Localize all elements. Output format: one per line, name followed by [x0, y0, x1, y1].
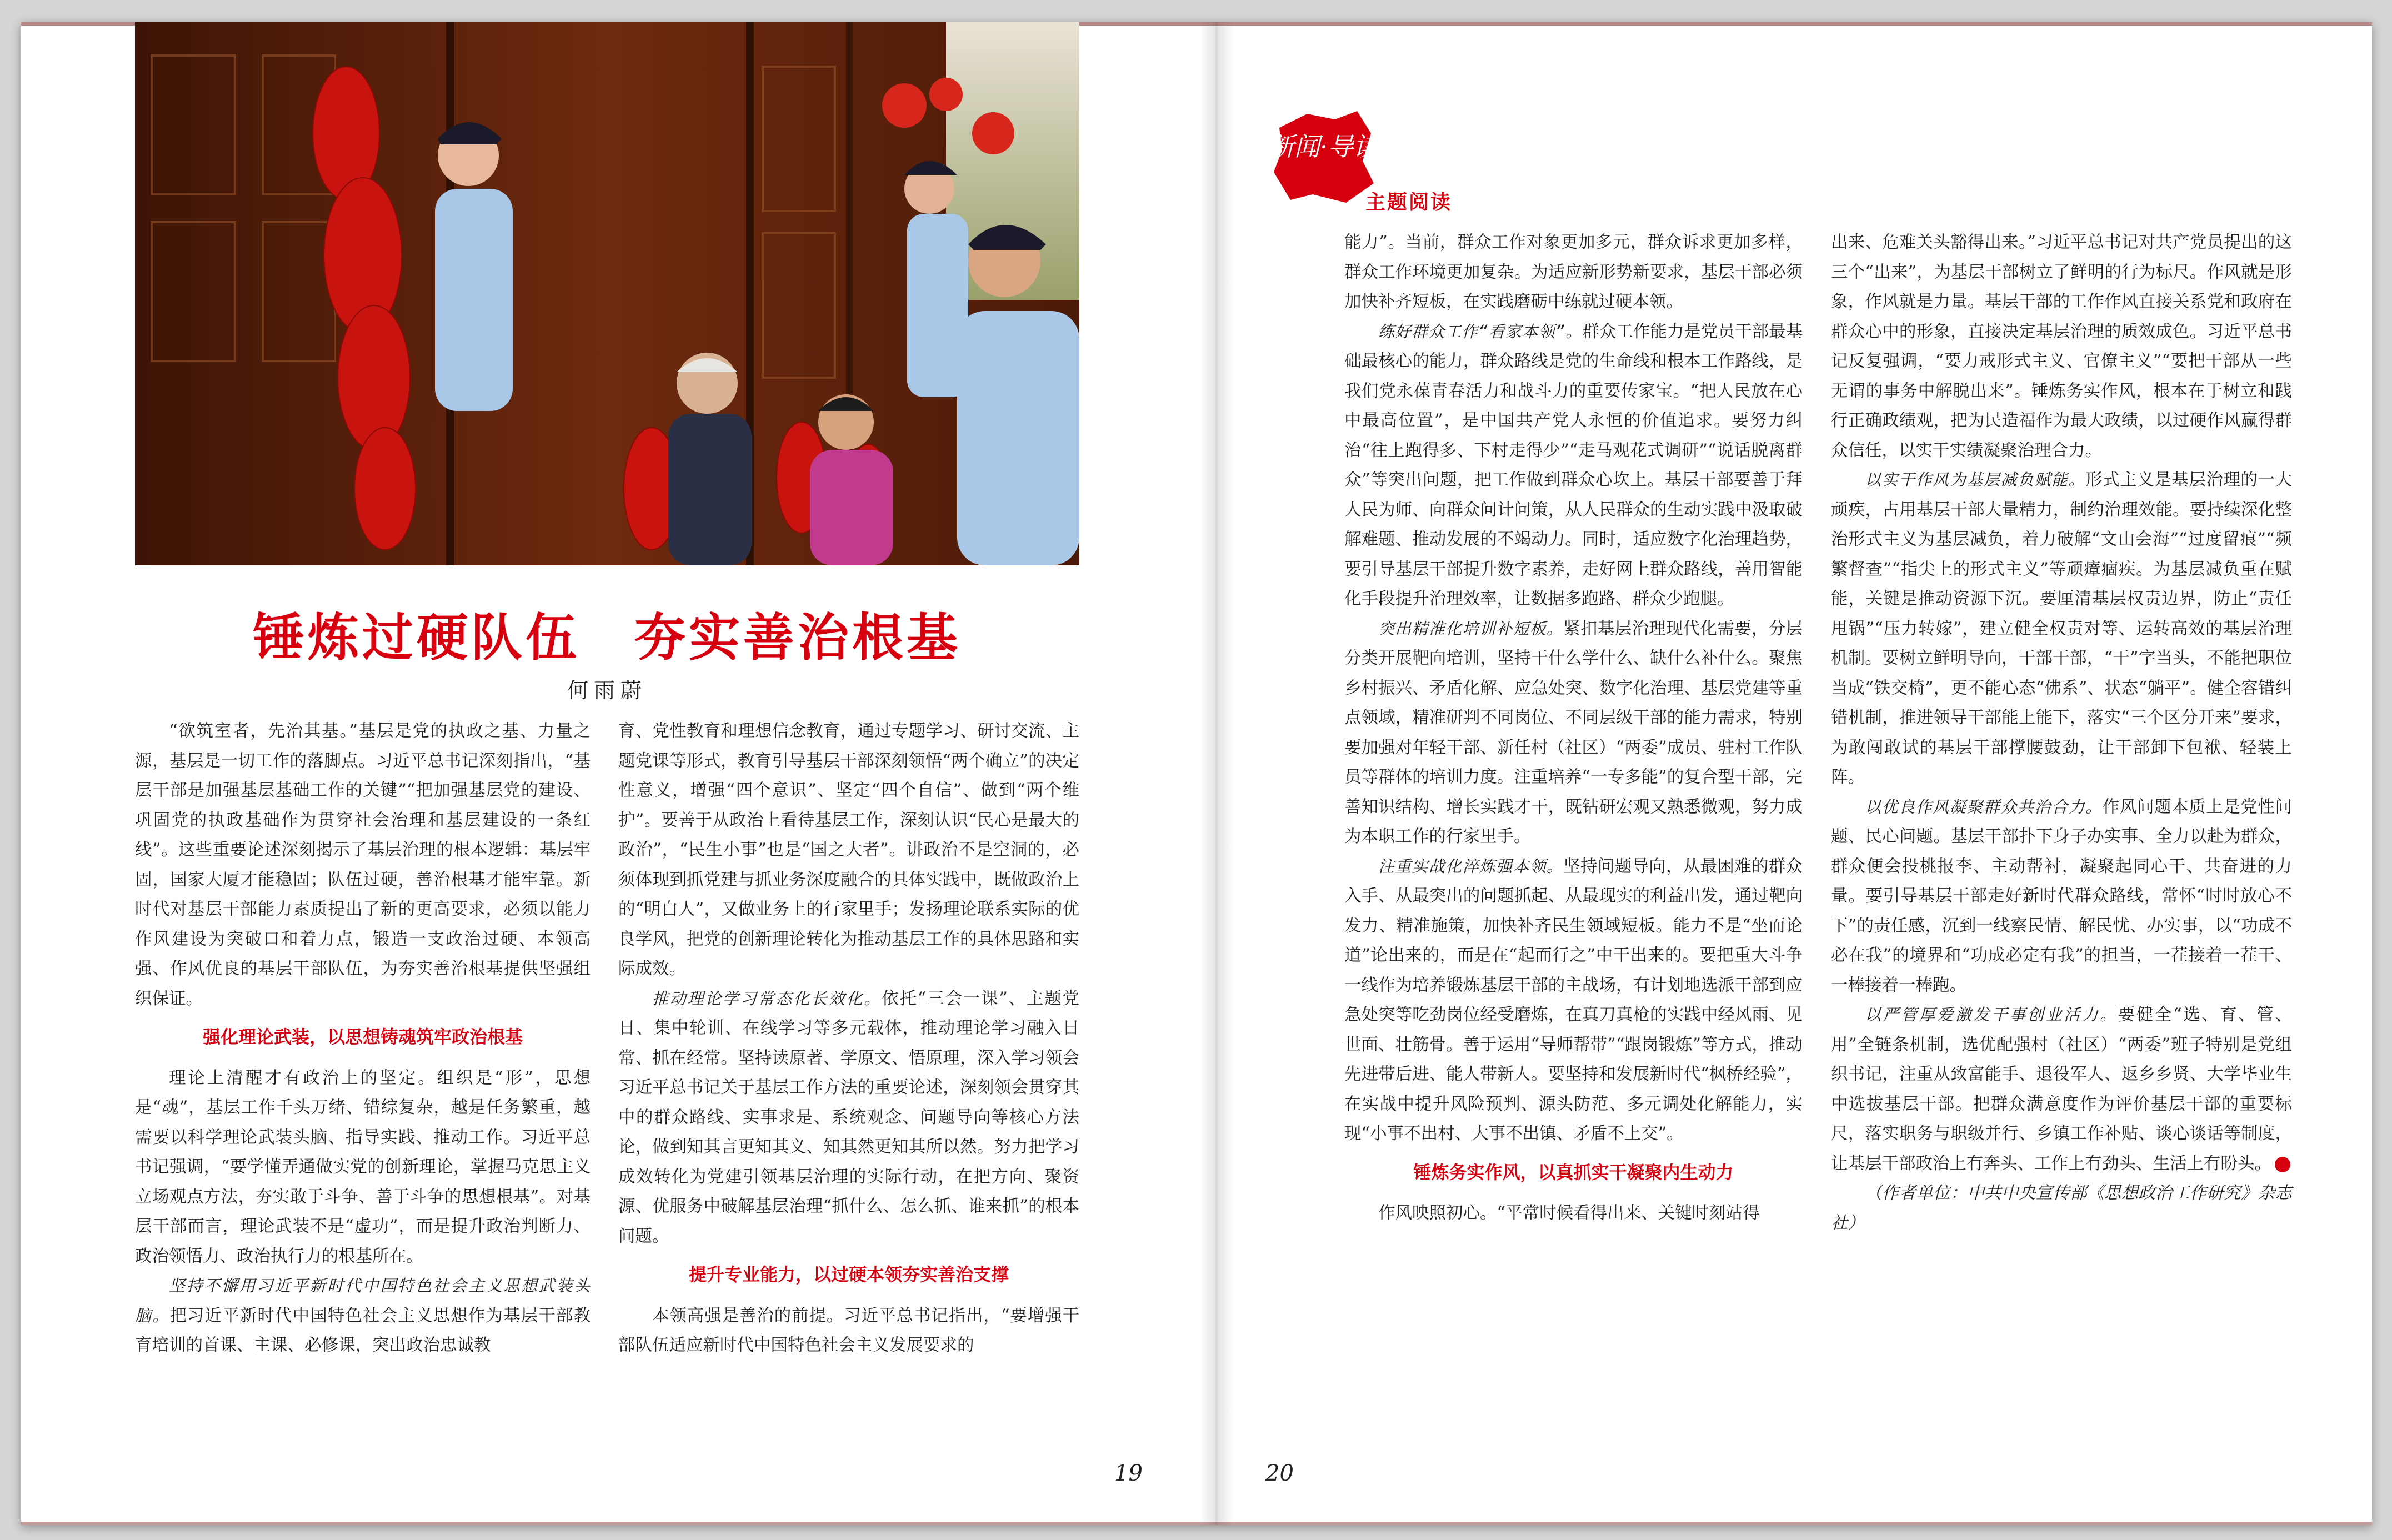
paragraph	[135, 1271, 591, 1361]
section-label: 主题阅读	[1365, 191, 1453, 214]
paragraph-lead: 推动理论学习常态化长效化。	[652, 989, 882, 1008]
article-title: 锤炼过硬队伍 夯实善治根基	[253, 608, 961, 668]
paragraph-continued: 出来、危难关头豁得出来。”习近平总书记对共产党员提出的这三个“出来”，为基层干部树立了鲜明的行为标尺。作风就是形象，作风就是力量。基层干部的工作作风直接关系党和政府在群众心中的形象，直接决定基层治理的质效成色。习近平总书记反复强调，“要力戒形式主义、官僚主义”“要把干部从一些无谓的事务中解脱出来”。锤炼务实作风，根本在于树立和践行正确政绩观，把为民造福作为最大政绩，以过硬作风赢得群众信任，以实干实绩凝聚治理合力。	[1831, 233, 2292, 460]
page-number-left: 19	[1114, 1461, 1143, 1486]
paragraph-body: 坚持问题导向，从最困难的群众入手、从最突出的问题抓起、从最现实的利益出发，通过靶向发力、精准施策，加快补齐民生领域短板。能力不是“坐而论道”论出来的，而是在“起而行之”中干出来的。要把重大斗争一线作为培养锻炼基层干部的主战场，有计划地选派干部到应急处突等吃劲岗位经受磨炼，在真刀真枪的实践中经风雨、见世面、壮筋骨。善于运用“导师帮带”“跟岗锻炼”等方式，推动先进带后进、能人带新人。要坚持和发展新时代“枫桥经验”，在实战中提升风险预判、源头防范、多元调处化解能力，实现“小事不出村、大事不出镇、矛盾不上交”。	[1344, 856, 1803, 1143]
paragraph: 理论上清醒才有政治上的坚定。组织是“形”，思想是“魂”，基层工作千头万绪、错综复杂，越是任务繁重，越需要以科学理论武装头脑、指导实践、推动工作。习近平总书记强调，“要学懂弄通做实党的创新理论，掌握马克思主义立场观点方法，夯实敢于斗争、善于斗争的思想根基”。对基层干部而言，理论武装不是“虚功”，而是提升政治判断力、政治领悟力、政治执行力的根基所在。	[135, 1068, 591, 1266]
column-2	[618, 716, 1079, 1361]
paragraph-continued: 育、党性教育和理想信念教育，通过专题学习、研讨交流、主题党课等形式，教育引导基层干部深刻领悟“两个确立”的决定性意义，增强“四个意识”、坚定“四个自信”、做到“两个维护”。要善于从政治上看待基层工作，深刻认识“民心是最大的政治”，“民生小事”也是“国之大者”。讲政治不是空洞的，必须体现到抓党建与抓业务深度融合的具体实践中，既做政治上的“明白人”，又做业务上的行家里手；发扬理论联系实际的优良学风，把党的创新理论转化为推动基层工作的具体思路和实际成效。	[618, 721, 1079, 979]
paragraph-body: 作风问题本质上是党性问题、民心问题。基层干部扑下身子办实事、全力以赴为群众，群众便会投桃报李、主动帮衬，凝聚起同心干、共奋进的力量。要引导基层干部走好新时代群众路线，常怀“时时放心不下”的责任感，沉到一线察民情、解民忧、办实事，以“功成不必在我”的境界和“功成必定有我”的担当，一茬接着一茬干、一棒接着一棒跑。	[1831, 797, 2292, 995]
section-subheading: 锤炼务实作风，以真抓实干凝聚内生动力	[1413, 1161, 1734, 1183]
paragraph-lead: 以实干作风为基层减负赋能。	[1865, 470, 2086, 489]
paragraph-continued: 能力”。当前，群众工作对象更加多元，群众诉求更加多样，群众工作环境更加复杂。为适应新形势新要求，基层干部必须加快补齐短板，在实践磨砺中练就过硬本领。	[1344, 233, 1803, 312]
center-fold	[1200, 22, 1233, 1525]
paragraph-body: 形式主义是基层治理的一大顽疾，占用基层干部大量精力，制约治理效能。要持续深化整治形式主义为基层减负，着力破解“文山会海”“过度留痕”“频繁督查”“指尖上的形式主义”等顽瘴痼疾。为基层减负重在赋能，关键是推动资源下沉。要厘清基层权责边界，防止“责任甩锅”“压力转嫁”，建立健全权责对等、运转高效的基层治理机制。要树立鲜明导向，干部干部，“干”字当头，不能把职位当成“铁交椅”，更不能心态“佛系”、状态“躺平”。健全容错纠错机制，推进领导干部能上能下，落实“三个区分开来”要求，为敢闯敢试的基层干部撑腰鼓劲，让干部卸下包袱、轻装上阵。	[1831, 470, 2292, 787]
section-logo-icon	[1268, 111, 1379, 205]
section-logo-text: 新闻·导读	[1268, 132, 1379, 162]
paragraph	[1831, 792, 2292, 1001]
column-3	[1344, 228, 1803, 1228]
paragraph	[1344, 317, 1803, 614]
section-subheading: 强化理论武装，以思想铸魂筑牢政治根基	[202, 1026, 523, 1047]
article-end-icon	[2275, 1157, 2290, 1172]
paragraph	[1344, 852, 1803, 1149]
paragraph: “欲筑室者，先治其基。”基层是党的执政之基、力量之源，基层是一切工作的落脚点。习近平总书记深刻指出，“基层干部是加强基层基础工作的关键”“把加强基层党的建设、巩固党的执政基础作为贯穿社会治理和基层建设的一条红线”。这些重要论述深刻揭示了基层治理的根本逻辑：基层牢固，国家大厦才能稳固；队伍过硬，善治根基才能牢靠。新时代对基层干部能力素质提出了新的更高要求，必须以能力作风建设为突破口和着力点，锻造一支政治过硬、本领高强、作风优良的基层干部队伍，为夯实善治根基提供坚强组织保证。	[135, 721, 591, 1009]
paragraph-lead: 以严管厚爱激发干事创业活力。	[1865, 1005, 2118, 1024]
section-subheading: 提升专业能力，以过硬本领夯实善治支撑	[688, 1264, 1009, 1285]
magazine-spread	[21, 22, 2372, 1525]
paragraph-body: 依托“三会一课”、主题党日、集中轮训、在线学习等多元载体，推动理论学习融入日常、抓在经常。坚持读原著、学原文、悟原理，深入学习领会习近平总书记关于基层工作方法的重要论述，深刻领会贯穿其中的群众路线、实事求是、系统观念、问题导向等核心方法论，做到知其言更知其义、知其然更知其所以然。努力把学习成效转化为党建引领基层治理的实际行动，在把方向、聚资源、优服务中破解基层治理“抓什么、怎么抓、谁来抓”的根本问题。	[618, 989, 1079, 1246]
page-number-right: 20	[1265, 1461, 1294, 1486]
author-affiliation: （作者单位：中共中央宣传部《思想政治工作研究》杂志社）	[1831, 1183, 2292, 1233]
paragraph-body: 要健全“选、育、管、用”全链条机制，选优配强村（社区）“两委”班子特别是党组织书记，注重从致富能手、退役军人、返乡乡贤、大学毕业生中选拔基层干部。把群众满意度作为评价基层干部的重要标尺，落实职务与职级并行、乡镇工作补贴、谈心谈话等制度，让基层干部政治上有奔头、工作上有劲头、生活上有盼头。	[1831, 1005, 2292, 1173]
page-edge-bottom	[21, 1522, 2372, 1525]
paragraph: 本领高强是善治的前提。习近平总书记指出，“要增强干部队伍适应新时代中国特色社会主义发展要求的	[618, 1306, 1079, 1355]
paragraph: 作风映照初心。“平常时候看得出来、关键时刻站得	[1378, 1203, 1760, 1223]
paragraph	[1831, 465, 2292, 792]
paragraph-lead: 坚持不懈用习近平新时代中国特色社会主义思想武装头脑。	[135, 1276, 591, 1325]
paragraph-lead: 突出精准化培训补短板。	[1378, 619, 1564, 638]
article-author: 何雨蔚	[567, 678, 647, 703]
photo-illustration	[135, 22, 1079, 565]
column-1	[135, 716, 591, 1361]
paragraph-body: 紧扣基层治理现代化需要，分层分类开展靶向培训，坚持干什么学什么、缺什么补什么。聚焦乡村振兴、矛盾化解、应急处突、数字化治理、基层党建等重点领域，精准研判不同岗位、不同层级干部的能力需求，特别要加强对年轻干部、新任村（社区）“两委”成员、驻村工作队员等群体的培训力度。注重培养“一专多能”的复合型干部，完善知识结构、增长实践才干，既钻研宏观又熟悉微观，努力成为本职工作的行家里手。	[1344, 619, 1803, 846]
column-4	[1831, 228, 2292, 1238]
paragraph-lead: 注重实战化淬炼强本领。	[1378, 856, 1564, 876]
paragraph-lead: 以优良作风凝聚群众共治合力。	[1865, 797, 2103, 816]
paragraph	[1344, 614, 1803, 852]
feature-photo	[135, 22, 1079, 565]
paragraph-lead: 练好群众工作“看家本领”。	[1378, 322, 1583, 341]
paragraph-body: 群众工作能力是党员干部最基础最核心的能力，群众路线是党的生命线和根本工作路线，是我们党永葆青春活力和战斗力的重要传家宝。“把人民放在心中最高位置”，是中国共产党人永恒的价值追求。要努力纠治“往上跑得多、下村走得少”“走马观花式调研”“说话脱离群众”等突出问题，把工作做到群众心坎上。基层干部要善于拜人民为师、向群众问计问策，从人民群众的生动实践中汲取破解难题、推动发展的不竭动力。同时，适应数字化治理趋势，要引导基层干部提升数字素养，走好网上群众路线，善用智能化手段提升治理效率，让数据多跑路、群众少跑腿。	[1344, 322, 1803, 609]
paragraph-body: 把习近平新时代中国特色社会主义思想作为基层干部教育培训的首课、主课、必修课，突出政治忠诚教	[135, 1306, 591, 1355]
paragraph	[1831, 1000, 2292, 1178]
paragraph	[618, 984, 1079, 1252]
